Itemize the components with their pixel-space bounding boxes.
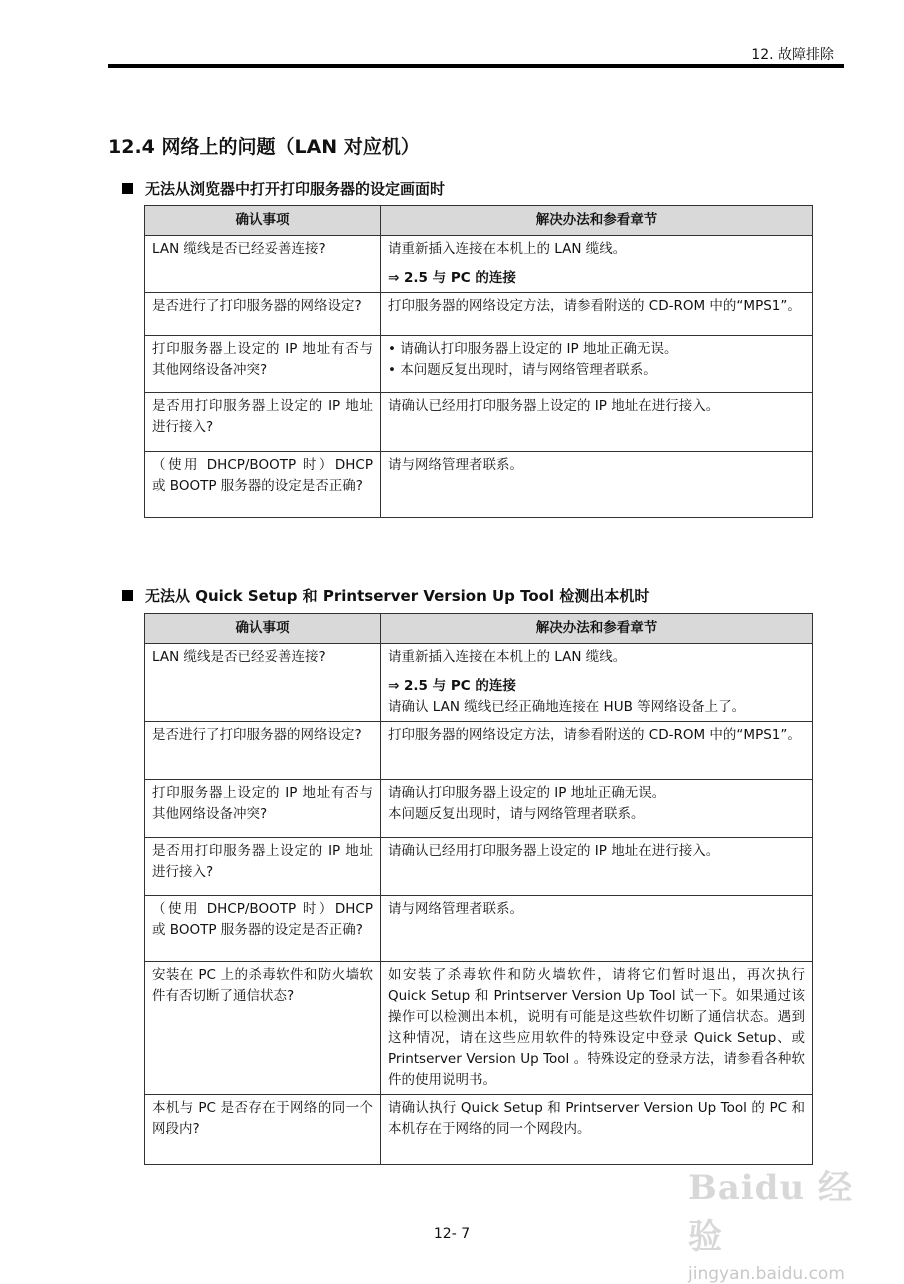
- solution-bullet: • 请确认打印服务器上设定的 IP 地址正确无误。: [388, 339, 805, 360]
- solution-bullet: • 本问题反复出现时，请与网络管理者联系。: [388, 360, 805, 381]
- page-number: 12- 7: [433, 1226, 471, 1242]
- solution-cell: 请确认执行 Quick Setup 和 Printserver Version Up Tool 的 PC 和本机存在于网络的同一个网段内。: [381, 1095, 813, 1165]
- table1-subtitle: [122, 178, 445, 199]
- square-bullet-icon: [122, 183, 133, 194]
- check-cell: 是否进行了打印服务器的网络设定?: [145, 722, 381, 780]
- watermark-logo: Baidu 经验: [688, 1168, 854, 1257]
- check-cell: 打印服务器上设定的 IP 地址有否与其他网络设备冲突?: [145, 780, 381, 838]
- column-header-check: 确认事项: [145, 614, 381, 644]
- solution-cell: 请与网络管理者联系。: [381, 896, 813, 962]
- table1: [144, 205, 813, 518]
- solution-cell: 请确认已经用打印服务器上设定的 IP 地址在进行接入。: [381, 838, 813, 896]
- solution-text: 请重新插入连接在本机上的 LAN 缆线。: [388, 649, 627, 665]
- solution-text: 请重新插入连接在本机上的 LAN 缆线。: [388, 241, 627, 257]
- solution-text: 本问题反复出现时，请与网络管理者联系。: [388, 806, 645, 822]
- table-row: [145, 1095, 813, 1165]
- table-row: [145, 644, 813, 722]
- chapter-header: 12. 故障排除: [751, 47, 834, 63]
- table-header-row: [145, 614, 813, 644]
- table-row: [145, 780, 813, 838]
- solution-cell: 请确认已经用打印服务器上设定的 IP 地址在进行接入。: [381, 393, 813, 452]
- solution-cell: [381, 644, 813, 722]
- header-rule: [108, 64, 844, 68]
- check-cell: LAN 缆线是否已经妥善连接?: [145, 644, 381, 722]
- check-cell: （使用 DHCP/BOOTP 时）DHCP 或 BOOTP 服务器的设定是否正确?: [145, 452, 381, 518]
- table-row: [145, 452, 813, 518]
- solution-cell: 打印服务器的网络设定方法，请参看附送的 CD-ROM 中的“MPS1”。: [381, 293, 813, 336]
- check-cell: 安装在 PC 上的杀毒软件和防火墙软件有否切断了通信状态?: [145, 962, 381, 1095]
- column-header-solution: 解决办法和参看章节: [381, 614, 813, 644]
- table-row: [145, 336, 813, 393]
- table-row: [145, 293, 813, 336]
- table-row: [145, 838, 813, 896]
- table2: [144, 613, 813, 1165]
- column-header-solution: 解决办法和参看章节: [381, 206, 813, 236]
- check-cell: 是否用打印服务器上设定的 IP 地址进行接入?: [145, 393, 381, 452]
- solution-cell: [381, 236, 813, 293]
- table-row: [145, 393, 813, 452]
- check-cell: 是否进行了打印服务器的网络设定?: [145, 293, 381, 336]
- check-cell: 是否用打印服务器上设定的 IP 地址进行接入?: [145, 838, 381, 896]
- check-cell: （使用 DHCP/BOOTP 时）DHCP 或 BOOTP 服务器的设定是否正确?: [145, 896, 381, 962]
- check-cell: LAN 缆线是否已经妥善连接?: [145, 236, 381, 293]
- table2-subtitle: [122, 585, 649, 606]
- baidu-watermark: [688, 1160, 868, 1284]
- reference-link[interactable]: ⇒ 2.5 与 PC 的连接: [388, 678, 516, 694]
- solution-cell: 请与网络管理者联系。: [381, 452, 813, 518]
- check-cell: 打印服务器上设定的 IP 地址有否与其他网络设备冲突?: [145, 336, 381, 393]
- solution-cell: [381, 780, 813, 838]
- solution-cell: [381, 336, 813, 393]
- solution-text: 请确认打印服务器上设定的 IP 地址正确无误。: [388, 785, 666, 801]
- solution-cell: 如安装了杀毒软件和防火墙软件，请将它们暂时退出，再次执行 Quick Setup 和 Printserver Version Up Tool 试一下。如果通过该操作可以检测出本机，说明有可能是这些软件切断了通信状态。遇到这种情况，请在这些应用软件的特殊设定中登录 Quick Setup、或 Printserver Version Up Tool 。特殊设定的登录方法，请参看各种软件的使用说明书。: [381, 962, 813, 1095]
- square-bullet-icon: [122, 590, 133, 601]
- table-row: [145, 236, 813, 293]
- table-row: [145, 722, 813, 780]
- table-row: [145, 896, 813, 962]
- solution-cell: 打印服务器的网络设定方法，请参看附送的 CD-ROM 中的“MPS1”。: [381, 722, 813, 780]
- table-row: [145, 962, 813, 1095]
- watermark-url: jingyan.baidu.com: [688, 1264, 845, 1284]
- table2-subtitle-text: 无法从 Quick Setup 和 Printserver Version Up Tool 检测出本机时: [145, 587, 650, 605]
- section-title: 12.4 网络上的问题（LAN 对应机）: [108, 136, 420, 158]
- check-cell: 本机与 PC 是否存在于网络的同一个网段内?: [145, 1095, 381, 1165]
- reference-link[interactable]: ⇒ 2.5 与 PC 的连接: [388, 270, 516, 286]
- solution-text: 请确认 LAN 缆线已经正确地连接在 HUB 等网络设备上了。: [388, 699, 746, 715]
- table1-subtitle-text: 无法从浏览器中打开打印服务器的设定画面时: [145, 180, 446, 198]
- column-header-check: 确认事项: [145, 206, 381, 236]
- table-header-row: [145, 206, 813, 236]
